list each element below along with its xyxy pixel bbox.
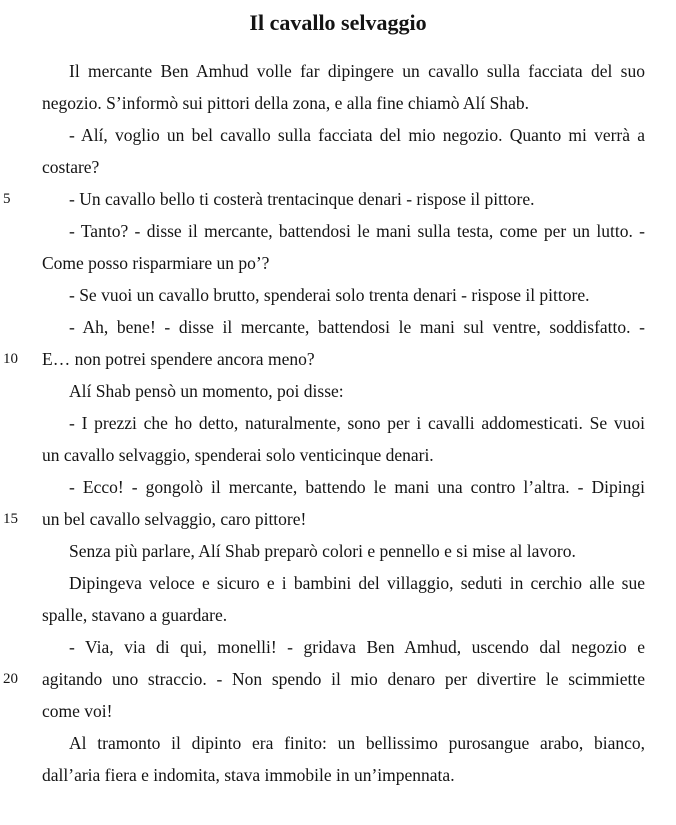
text-line bbox=[0, 471, 676, 503]
text-line-content: un bel cavallo selvaggio, caro pittore! bbox=[42, 509, 307, 529]
text-line-content: Alí Shab pensò un momento, poi disse: bbox=[69, 381, 344, 401]
text-line-content: - Alí, voglio un bel cavallo sulla facciata del mio negozio. Quanto mi verrà a bbox=[69, 125, 645, 145]
line-number bbox=[0, 279, 42, 311]
line-number bbox=[0, 119, 42, 151]
text-line bbox=[0, 695, 676, 727]
text-body bbox=[0, 55, 676, 791]
line-number bbox=[0, 311, 42, 343]
text-line-content: un cavallo selvaggio, spenderai solo venticinque denari. bbox=[42, 445, 434, 465]
text-line-content: spalle, stavano a guardare. bbox=[42, 605, 228, 625]
line-number bbox=[0, 535, 42, 567]
text-line bbox=[0, 247, 676, 279]
text-line bbox=[0, 599, 676, 631]
text-line-content: - Ecco! - gongolò il mercante, battendo le mani una contro l’altra. - Dipingi bbox=[69, 477, 645, 497]
line-number bbox=[0, 599, 42, 631]
text-line-content: negozio. S’informò sui pittori della zona, e alla fine chiamò Alí Shab. bbox=[42, 93, 529, 113]
text-line-content: - Ah, bene! - disse il mercante, battendosi le mani sul ventre, soddisfatto. - bbox=[69, 317, 645, 337]
text-line bbox=[0, 311, 676, 343]
text-line bbox=[0, 375, 676, 407]
text-line-content: - Un cavallo bello ti costerà trentacinque denari - rispose il pittore. bbox=[69, 189, 535, 209]
line-number: 5 bbox=[3, 191, 11, 207]
text-line bbox=[0, 535, 676, 567]
text-line bbox=[0, 567, 676, 599]
line-number: 15 bbox=[3, 511, 18, 527]
line-number bbox=[0, 567, 42, 599]
line-number bbox=[0, 87, 42, 119]
line-number: 10 bbox=[3, 351, 18, 367]
text-line-content: E… non potrei spendere ancora meno? bbox=[42, 349, 315, 369]
text-line-content: dall’aria fiera e indomita, stava immobile in un’impennata. bbox=[42, 765, 455, 785]
text-line-content: - Via, via di qui, monelli! - gridava Ben Amhud, uscendo dal negozio e bbox=[69, 637, 645, 657]
line-number bbox=[0, 727, 42, 759]
text-line bbox=[0, 503, 676, 535]
text-line bbox=[0, 55, 676, 87]
text-line-content: - I prezzi che ho detto, naturalmente, sono per i cavalli addomesticati. Se vuoi bbox=[69, 413, 645, 433]
text-line bbox=[0, 119, 676, 151]
text-line bbox=[0, 663, 676, 695]
text-line bbox=[0, 759, 676, 791]
text-line-content: agitando uno straccio. - Non spendo il mio denaro per divertire le scimmiette bbox=[42, 669, 645, 689]
text-line-content: costare? bbox=[42, 157, 100, 177]
text-line-content: Dipingeva veloce e sicuro e i bambini del villaggio, seduti in cerchio alle sue bbox=[69, 573, 645, 593]
text-line-content: come voi! bbox=[42, 701, 113, 721]
text-line bbox=[0, 279, 676, 311]
line-number: 20 bbox=[3, 671, 18, 687]
text-line bbox=[0, 407, 676, 439]
line-number bbox=[0, 407, 42, 439]
text-line bbox=[0, 183, 676, 215]
line-number bbox=[0, 55, 42, 87]
text-line bbox=[0, 151, 676, 183]
text-line-content: Al tramonto il dipinto era finito: un bellissimo purosangue arabo, bianco, bbox=[69, 733, 645, 753]
text-line-content: - Tanto? - disse il mercante, battendosi le mani sulla testa, come per un lutto. - bbox=[69, 221, 645, 241]
line-number bbox=[0, 695, 42, 727]
line-number bbox=[0, 471, 42, 503]
text-line bbox=[0, 631, 676, 663]
line-number bbox=[0, 439, 42, 471]
line-number bbox=[0, 151, 42, 183]
text-line-content: - Se vuoi un cavallo brutto, spenderai solo trenta denari - rispose il pittore. bbox=[69, 285, 590, 305]
text-line-content: Senza più parlare, Alí Shab preparò colori e pennello e si mise al lavoro. bbox=[69, 541, 576, 561]
line-number bbox=[0, 215, 42, 247]
text-line bbox=[0, 727, 676, 759]
line-number bbox=[0, 631, 42, 663]
text-line-content: Il mercante Ben Amhud volle far dipingere un cavallo sulla facciata del suo bbox=[69, 61, 645, 81]
text-line bbox=[0, 215, 676, 247]
line-number bbox=[0, 375, 42, 407]
text-line bbox=[0, 87, 676, 119]
line-number bbox=[0, 759, 42, 791]
line-number bbox=[0, 247, 42, 279]
text-line bbox=[0, 343, 676, 375]
text-line-content: Come posso risparmiare un po’? bbox=[42, 253, 270, 273]
text-line bbox=[0, 439, 676, 471]
page-title: Il cavallo selvaggio bbox=[249, 10, 427, 35]
